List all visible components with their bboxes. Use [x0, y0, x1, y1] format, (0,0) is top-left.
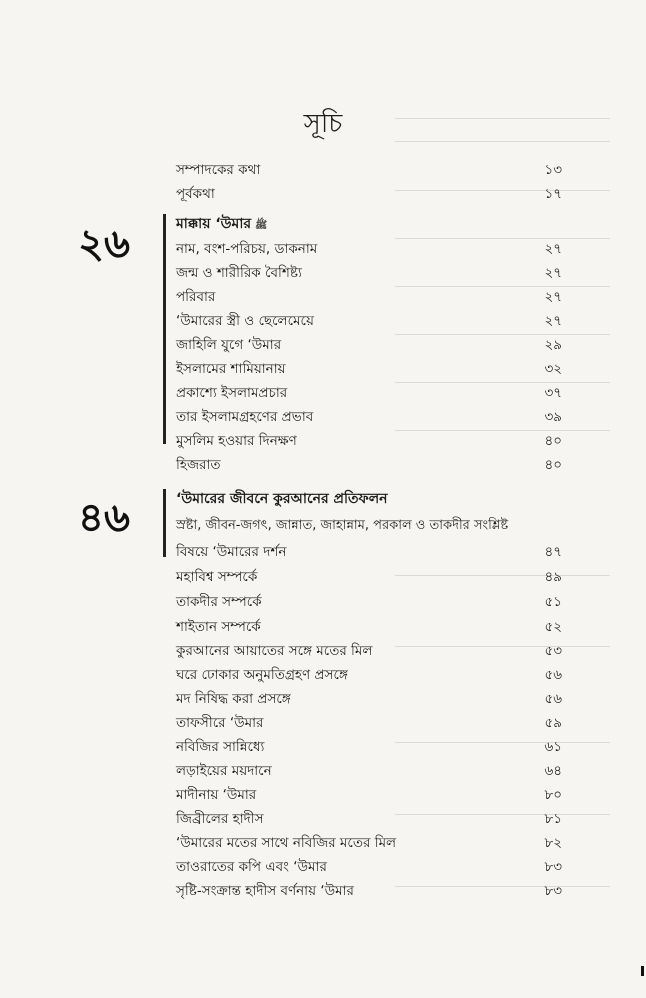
- toc-entry: [176, 335, 562, 355]
- toc-entry-page: ৫২: [544, 619, 562, 635]
- toc-entry-page: ৪০: [544, 457, 562, 473]
- toc-entry-page: ৬১: [544, 739, 562, 755]
- toc-entry-page: ৩২: [544, 361, 562, 377]
- toc-entry-label: প্রকাশ্যে ইসলামপ্রচার: [176, 385, 288, 401]
- toc-entry: [176, 881, 562, 901]
- chapter-heading: [176, 489, 562, 509]
- toc-entry: [176, 761, 562, 781]
- toc-entry-label: নাম, বংশ-পরিচয়, ডাকনাম: [176, 241, 318, 257]
- toc-entry: [176, 239, 562, 259]
- toc-entry: [176, 833, 562, 853]
- toc-entry-label: তাফসীরে ‘উমার: [176, 715, 264, 731]
- toc-entry: [176, 617, 562, 637]
- toc-entry-label: নবিজির সান্নিধ্যে: [176, 739, 265, 755]
- toc-entry-page: ২৭: [544, 313, 562, 329]
- chapter-divider: [163, 214, 166, 444]
- toc-entry-page: ৪৯: [544, 569, 562, 585]
- toc-entry-label: মুসলিম হওয়ার দিনক্ষণ: [176, 433, 297, 449]
- page-title: সূচি: [303, 109, 343, 139]
- toc-entry-page: ২৯: [544, 337, 562, 353]
- toc-entry-label: মাদীনায় ‘উমার: [176, 787, 257, 803]
- toc-entry: [176, 592, 562, 612]
- toc-entry-label: তার ইসলামগ্রহণের প্রভাব: [176, 409, 314, 425]
- toc-entry-page: ৫৯: [544, 715, 562, 731]
- toc-entry-label: বিষয়ে ‘উমারের দর্শন: [176, 544, 287, 560]
- toc-entry: [176, 567, 562, 587]
- toc-entry: [176, 641, 562, 661]
- scan-edge-mark: [641, 966, 644, 976]
- toc-entry: [176, 431, 562, 451]
- toc-entry-page: ৮০: [544, 787, 562, 803]
- toc-entry-label: পরিবার: [176, 289, 216, 305]
- toc-entry-label: লড়াইয়ের ময়দানে: [176, 763, 272, 779]
- toc-entry: [176, 359, 562, 379]
- toc-entry: [176, 184, 562, 204]
- honorific-glyph: ﷺ: [255, 220, 268, 231]
- toc-entry-page: ৫৬: [544, 691, 562, 707]
- toc-entry-label: জিব্রীলের হাদীস: [176, 811, 264, 827]
- toc-entry-label: সম্পাদকের কথা: [176, 162, 261, 178]
- toc-entry-label: ‘উমারের স্ত্রী ও ছেলেমেয়ে: [176, 313, 314, 329]
- toc-entry: [176, 737, 562, 757]
- toc-entry: [176, 542, 562, 562]
- toc-entry-page: ১৩: [544, 162, 562, 178]
- toc-entry: [176, 160, 562, 180]
- toc-entry: [176, 665, 562, 685]
- chapter-heading-text: মাক্কায় ‘উমার: [176, 216, 252, 232]
- toc-entry-label: হিজরাত: [176, 457, 221, 473]
- toc-entry-page: ১৭: [544, 186, 562, 202]
- toc-entry-label: তাকদীর সম্পর্কে: [176, 594, 262, 610]
- toc-entry-page: ৪০: [544, 433, 562, 449]
- toc-entry: [176, 455, 562, 475]
- toc-entry-page: ৫৬: [544, 667, 562, 683]
- toc-entry-page: ৩৭: [544, 385, 562, 401]
- toc-entry-label: জন্ম ও শারীরিক বৈশিষ্ট্য: [176, 265, 302, 281]
- toc-entry-label: মহাবিশ্ব সম্পর্কে: [176, 569, 258, 585]
- toc-entry: [176, 689, 562, 709]
- toc-entry-page: ২৭: [544, 241, 562, 257]
- toc-entry-label: ঘরে ঢোকার অনুমতিগ্রহণ প্রসঙ্গে: [176, 667, 348, 683]
- toc-entry-page: ৬৪: [544, 763, 562, 779]
- toc-entry-page: ৫৩: [544, 643, 562, 659]
- toc-entry-label: শাইতান সম্পর্কে: [176, 619, 261, 635]
- toc-entry: [176, 383, 562, 403]
- toc-entry: [176, 407, 562, 427]
- toc-entry-label: জাহিলি যুগে ‘উমার: [176, 337, 282, 353]
- toc-entry-page: ৫১: [544, 594, 562, 610]
- toc-entry-page: ২৭: [544, 265, 562, 281]
- toc-entry-page: ৮১: [544, 811, 562, 827]
- toc-entry-label: মদ নিষিদ্ধ করা প্রসঙ্গে: [176, 691, 291, 707]
- toc-entry: [176, 857, 562, 877]
- toc-entry-page: ৩৯: [544, 409, 562, 425]
- toc-entry-page: ৮৩: [544, 859, 562, 875]
- chapter-start-page: ৪৬: [78, 494, 130, 541]
- toc-entry: [176, 809, 562, 829]
- chapter-heading: [176, 214, 562, 234]
- chapter-start-page: ২৬: [78, 220, 131, 267]
- toc-entry: [176, 713, 562, 733]
- toc-entry: [176, 287, 562, 307]
- toc-entry-label: পূর্বকথা: [176, 186, 215, 202]
- toc-entry-page: ৪৭: [544, 544, 562, 560]
- chapter-heading-text: ‘উমারের জীবনে কুরআনের প্রতিফলন: [176, 491, 388, 507]
- toc-entry-label: কুরআনের আয়াতের সঙ্গে মতের মিল: [176, 643, 373, 659]
- toc-entry: [176, 263, 562, 283]
- toc-entry: [176, 785, 562, 805]
- toc-entry-page: ৮২: [544, 835, 562, 851]
- toc-entry-label: সৃষ্টি-সংক্রান্ত হাদীস বর্ণনায় ‘উমার: [176, 883, 354, 899]
- toc-entry-page: ৮৩: [544, 883, 562, 899]
- toc-entry-page: ২৭: [544, 289, 562, 305]
- chapter-subline: স্রষ্টা, জীবন-জগৎ, জান্নাত, জাহান্নাম, পরকাল ও তাকদীর সংশ্লিষ্ট: [176, 518, 509, 533]
- toc-entry-label: তাওরাতের কপি এবং ‘উমার: [176, 859, 327, 875]
- toc-entry-label: ইসলামের শামিয়ানায়: [176, 361, 286, 377]
- chapter-divider: [163, 489, 166, 557]
- toc-entry: [176, 311, 562, 331]
- toc-entry-label: ‘উমারের মতের সাথে নবিজির মতের মিল: [176, 835, 397, 851]
